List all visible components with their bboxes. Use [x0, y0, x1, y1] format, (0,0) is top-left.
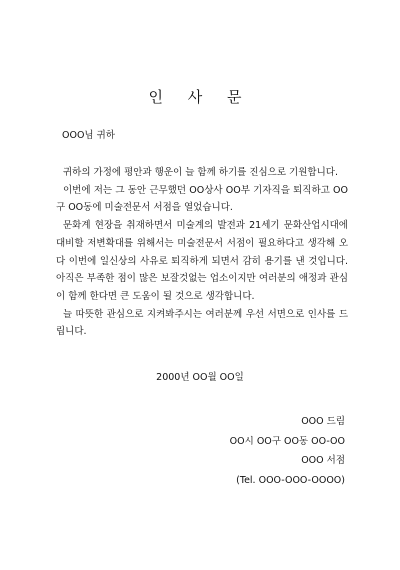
body-paragraph-closing: 늘 따뜻한 관심으로 지켜봐주시는 여러분께 우선 서면으로 인사를 드립니다.: [56, 308, 348, 338]
body-paragraph-announcement: 이번에 저는 그 동안 근무했던 OO상사 OO부 기자직을 퇴직하고 OO구 OO동에 미술전문서 서점을 열었습니다.: [56, 184, 348, 214]
letter-date: 2000년 OO월 OO일: [156, 372, 244, 383]
body-paragraph-background: 문화계 현장을 취재하면서 미술계의 발전과 21세기 문화산업시대에 대비할 저변확대를 위해서는 미술전문서 서점이 필요하다고 생각해 오다 이번에 일신상의 사유로 퇴직하게 되면서 감히 용기를 낸 것입니다. 아직은 부족한 점이 많은 보잘것없는 업소이지만 여러분의 애정과 관심이 함께 한다면 큰 도움이 될 것으로 생각합니다.: [56, 220, 348, 302]
signature-phone: (Tel. OOO-OOO-OOOO): [236, 474, 345, 486]
signature-sender: OOO 드림: [301, 416, 345, 427]
letter-body: [56, 164, 348, 341]
signature-address: OO시 OO구 OO동 OO-OO: [229, 435, 345, 447]
salutation: OOO님 귀하: [62, 130, 115, 141]
body-paragraph-greeting: 귀하의 가정에 평안과 행운이 늘 함께 하기를 진심으로 기원합니다.: [63, 167, 338, 178]
page-title: 인 사 문: [148, 88, 252, 106]
signature-block: [230, 412, 345, 490]
signature-store: OOO 서점: [301, 455, 345, 466]
